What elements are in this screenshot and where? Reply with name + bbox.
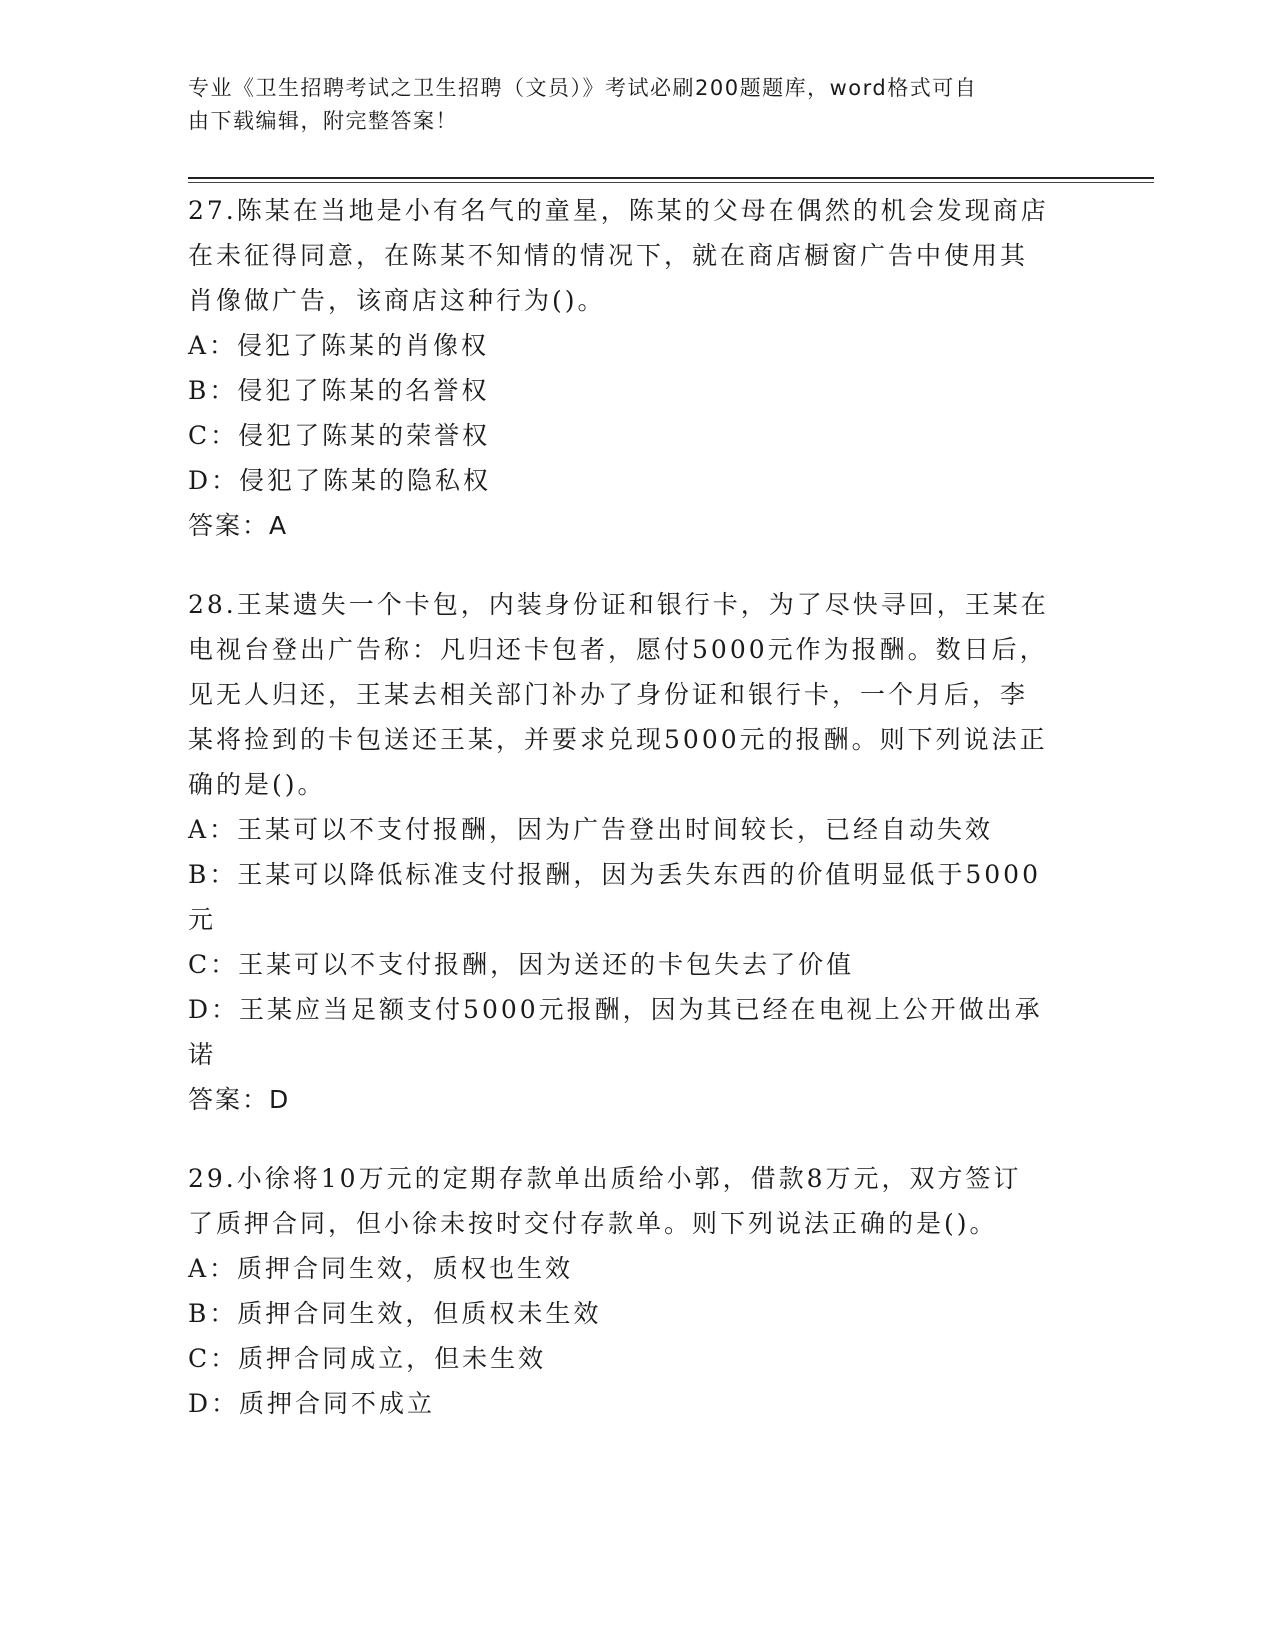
option-b: B：王某可以降低标准支付报酬，因为丢失东西的价值明显低于5000: [188, 860, 1041, 889]
question-list: [188, 188, 1088, 1460]
option-c: C：侵犯了陈某的荣誉权: [188, 421, 491, 450]
option-a: A：质押合同生效，质权也生效: [188, 1254, 574, 1283]
option-a: A：侵犯了陈某的肖像权: [188, 331, 490, 360]
answer-label: 答案：D: [188, 1085, 291, 1114]
option-b: B：质押合同生效，但质权未生效: [188, 1299, 602, 1328]
question-stem-line: 肖像做广告，该商店这种行为()。: [188, 286, 606, 315]
document-header: [188, 72, 1068, 138]
option-a: A：王某可以不支付报酬，因为广告登出时间较长，已经自动失效: [188, 815, 994, 844]
option-d: D：侵犯了陈某的隐私权: [188, 466, 492, 495]
option-b-continued: 元: [188, 905, 217, 934]
header-line-1: 专业《卫生招聘考试之卫生招聘（文员）》考试必刷200题题库，word格式可自: [188, 76, 978, 100]
question-29: [188, 1156, 1088, 1426]
question-stem-line: 28.王某遗失一个卡包，内装身份证和银行卡，为了尽快寻回，王某在: [188, 590, 1049, 619]
question-stem-line: 了质押合同，但小徐未按时交付存款单。则下列说法正确的是()。: [188, 1209, 998, 1238]
question-stem-line: 电视台登出广告称：凡归还卡包者，愿付5000元作为报酬。数日后，: [188, 635, 1048, 664]
question-27: [188, 188, 1088, 548]
header-divider-thick: [188, 177, 1154, 179]
header-line-2: 由下载编辑，附完整答案！: [188, 109, 458, 133]
question-stem-line: 在未征得同意，在陈某不知情的情况下，就在商店橱窗广告中使用其: [188, 241, 1029, 270]
question-stem-line: 某将捡到的卡包送还王某，并要求兑现5000元的报酬。则下列说法正: [188, 725, 1048, 754]
question-stem-line: 确的是()。: [188, 770, 326, 799]
question-28: [188, 582, 1088, 1122]
question-stem-line: 见无人归还，王某去相关部门补办了身份证和银行卡，一个月后，李: [188, 680, 1029, 709]
option-b: B：侵犯了陈某的名誉权: [188, 376, 490, 405]
option-c: C：质押合同成立，但未生效: [188, 1344, 547, 1373]
option-c: C：王某可以不支付报酬，因为送还的卡包失去了价值: [188, 950, 855, 979]
question-stem-line: 29.小徐将10万元的定期存款单出质给小郭，借款8万元，双方签订: [188, 1164, 1022, 1193]
header-divider-thin: [188, 182, 1154, 183]
question-stem-line: 27.陈某在当地是小有名气的童星，陈某的父母在偶然的机会发现商店: [188, 196, 1049, 225]
answer-label: 答案：A: [188, 511, 289, 540]
option-d: D：王某应当足额支付5000元报酬，因为其已经在电视上公开做出承: [188, 995, 1043, 1024]
option-d-continued: 诺: [188, 1040, 217, 1069]
option-d: D：质押合同不成立: [188, 1389, 436, 1418]
